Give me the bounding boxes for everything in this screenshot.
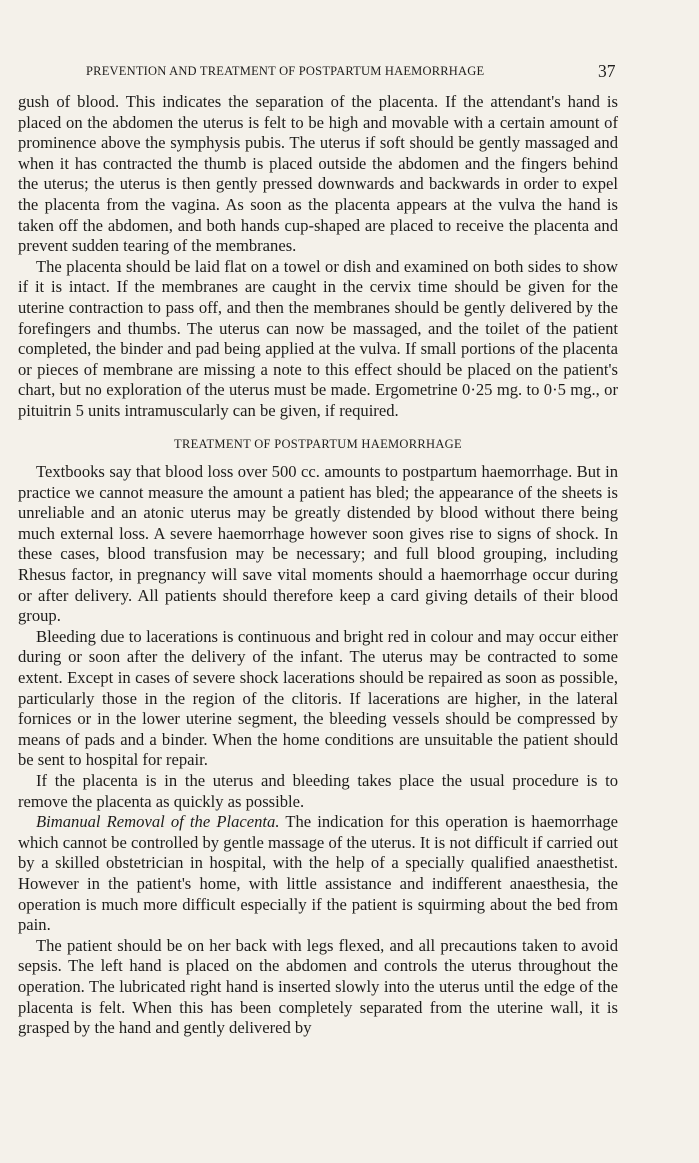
run-in-heading: Bimanual Removal of the Placenta.	[36, 812, 280, 832]
paragraph: The patient should be on her back with legs flexed, and all precautions taken to avoid sepsis. The left hand is placed on the abdomen and controls the uterus throughout the operation. The lubricated right hand is inserted slowly into the uterus until the edge of the placenta is felt. When this has been completely separated from the uterine wall, it is grasped by the hand and gently delivered by	[18, 935, 618, 1038]
paragraph: If the placenta is in the uterus and bleeding takes place the usual procedure is to remove the placenta as quickly as possible.	[18, 771, 618, 811]
section-heading: TREATMENT OF POSTPARTUM HAEMORRHAGE	[174, 436, 462, 451]
paragraph-bimanual	[18, 812, 618, 936]
paragraph-text: The indication for this operation is haemorrhage which cannot be controlled by gentle massage of the uterus. It is not difficult if carried out by a skilled obstetrician in hospital, with the help of a specially qualified anaesthetist. However in the patient's home, with little assistance and indifferent anaesthesia, the operation is much more difficult especially if the patient is squirming about the bed from pain.	[18, 812, 618, 935]
paragraph: Bleeding due to lacerations is continuous and bright red in colour and may occur either during or soon after the delivery of the infant. The uterus may be contracted to some extent. Except in cases of severe shock lacerations should be repaired as soon as possible, particularly those in the region of the clitoris. If lacerations are higher, in the lateral fornices or in the lower uterine segment, the bleeding vessels should be compressed by means of pads and a binder. When the home conditions are unsuitable the patient should be sent to hospital for repair.	[18, 626, 618, 770]
paragraph: gush of blood. This indicates the separation of the placenta. If the attendant's hand is placed on the abdomen the uterus is felt to be high and movable with a certain amount of prominence above the symphysis pubis. The uterus if soft should be gently massaged and when it has contracted the thumb is placed outside the abdomen and the fingers behind the uterus; the uterus is then gently pressed downwards and backwards in order to expel the placenta from the vagina. As soon as the placenta appears at the vulva the hand is taken off the abdomen, and both hands cup-shaped are placed to receive the placenta and prevent sudden tearing of the membranes.	[18, 92, 618, 256]
paragraph: Textbooks say that blood loss over 500 cc. amounts to postpartum haemorrhage. But in practice we cannot measure the amount a patient has bled; the appearance of the sheets is unreliable and an atonic uterus may be greatly distended by blood without there being much external loss. A severe haemorrhage however soon gives rise to signs of shock. In these cases, blood transfusion may be necessary; and full blood grouping, including Rhesus factor, in pregnancy will save vital moments should a haemorrhage occur during or after delivery. All patients should therefore keep a card giving details of their blood group.	[18, 462, 618, 626]
running-head-title: PREVENTION AND TREATMENT OF POSTPARTUM HAEMORRHAGE	[86, 64, 485, 78]
page-number: 37	[598, 61, 616, 81]
body-text	[18, 92, 618, 1039]
paragraph: The placenta should be laid flat on a towel or dish and examined on both sides to show if it is intact. If the membranes are caught in the cervix time should be given for the uterine contraction to pass off, and then the membranes should be gently delivered by the forefingers and thumbs. The uterus can now be massaged, and the toilet of the patient completed, the binder and pad being applied at the vulva. If small portions of the placenta or pieces of membrane are missing a note to this effect should be placed on the patient's chart, but no exploration of the uterus must be made. Ergometrine 0·25 mg. to 0·5 mg., or pituitrin 5 units intramuscularly can be given, if required.	[18, 256, 618, 420]
